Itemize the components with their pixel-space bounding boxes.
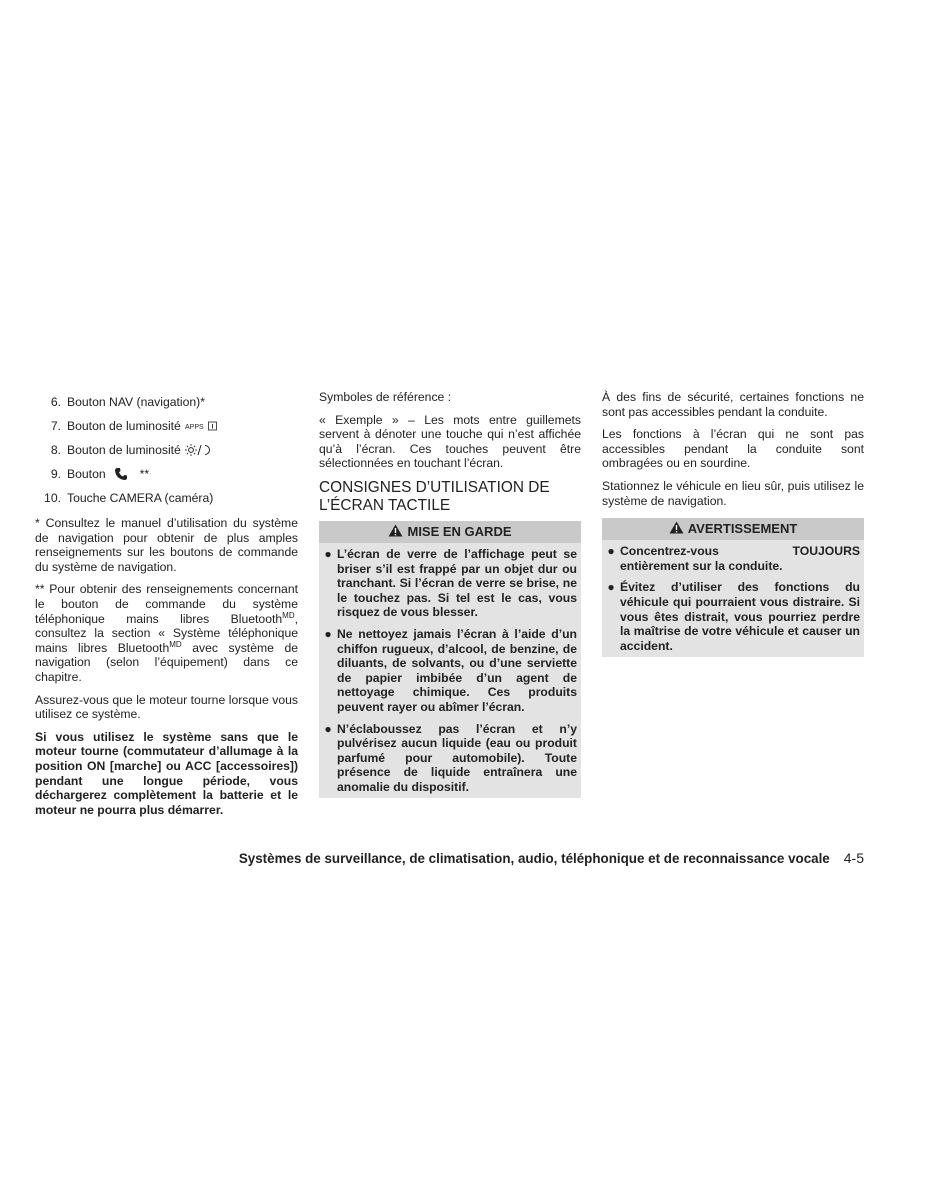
footnote-bluetooth <box>35 582 298 684</box>
page-number: 4-5 <box>843 850 864 866</box>
footnote-text: avec système de navigation (selon l’équipement) dans ce chapitre. <box>35 640 298 684</box>
list-item <box>35 390 298 414</box>
section-heading <box>319 479 581 515</box>
item-text: Touche CAMERA (caméra) <box>67 490 214 505</box>
heading-line: L’ÉCRAN TACTILE <box>319 496 451 514</box>
item-number: 7. <box>50 418 61 433</box>
item-text: Bouton <box>67 466 106 481</box>
svg-text:APPS: APPS <box>184 424 204 431</box>
list-item <box>319 722 577 795</box>
item-number: 8. <box>50 442 61 457</box>
list-item <box>602 580 860 653</box>
paragraph: Assurez-vous que le moteur tourne lorsque vous utilisez ce système. <box>35 692 298 722</box>
warning-triangle-icon <box>669 521 684 538</box>
warning-triangle-icon <box>388 524 403 541</box>
list-item <box>319 547 577 620</box>
superscript: MD <box>282 610 295 620</box>
caution-box-header <box>319 521 581 543</box>
list-item <box>602 544 860 573</box>
superscript: MD <box>169 639 182 649</box>
sun-moon-icon <box>185 443 211 457</box>
paragraph: À des fins de sécurité, certaines fonctions ne sont pas accessibles pendant la conduite. <box>602 390 864 419</box>
warning-box-header <box>602 518 864 540</box>
bullet-text: Évitez d’utiliser des fonctions du véhicule qui pourraient vous distraire. Si vous êtes distrait, vous pourriez perdre la maîtrise de votre véhicule et causer un accident. <box>620 580 860 653</box>
heading-line: CONSIGNES D’UTILISATION DE <box>319 478 550 496</box>
middle-column <box>319 390 581 798</box>
right-column <box>602 390 864 657</box>
footnote-navigation: * Consultez le manuel d’utilisation du système de navigation pour obtenir de plus amples renseignements sur les boutons de commande du système de navigation. <box>35 516 298 574</box>
paragraph: « Exemple » – Les mots entre guillemets servent à dénoter une touche qui n’est affichée qu’à l’écran. Ces touches peuvent être sélectionnées en touchant l’écran. <box>319 412 581 471</box>
bullet-icon: ● <box>324 546 332 561</box>
caution-box-title: MISE EN GARDE <box>407 523 512 539</box>
caution-box <box>319 521 581 799</box>
list-item <box>35 462 298 486</box>
paragraph: Stationnez le véhicule en lieu sûr, puis utilisez le système de navigation. <box>602 478 864 508</box>
footnote-text: , consultez la section « Système téléphonique mains libres Bluetooth <box>35 611 298 655</box>
footer-section-title: Systèmes de surveillance, de climatisation, audio, téléphonique et de reconnaissance vocale <box>238 851 830 866</box>
warning-box-title: AVERTISSEMENT <box>687 520 798 536</box>
bullet-icon: ● <box>607 544 615 559</box>
footnote-text: ** Pour obtenir des renseignements concernant le bouton de commande du système téléphonique mains libres Bluetooth <box>35 582 298 626</box>
paragraph: Symboles de référence : <box>319 390 452 404</box>
bullet-icon: ● <box>607 580 615 595</box>
bullet-text: L’écran de verre de l’affichage peut se briser s’il est frappé par un objet dur ou tranchant. Si l’écran de verre se brise, ne le touchez pas. Si tel est le cas, vous risquez de vous blesser. <box>337 546 577 620</box>
item-number: 9. <box>50 466 61 481</box>
item-text: Bouton de luminosité <box>67 442 181 457</box>
item-text: Bouton de luminosité <box>67 418 181 433</box>
paragraph: Les fonctions à l’écran qui ne sont pas accessibles pendant la conduite sont ombragées ou en sourdine. <box>602 427 864 471</box>
left-column <box>35 390 298 825</box>
bullet-text: N’éclaboussez pas l’écran et n’y pulvérisez aucun liquide (eau ou produit parfumé pour automobile). Toute présence de liquide entraînera une anomalie du dispositif. <box>337 721 577 794</box>
list-item <box>35 486 298 510</box>
bullet-text: Concentrez-vous TOUJOURS entièrement sur la conduite. <box>620 544 860 573</box>
item-number: 10. <box>44 490 61 505</box>
bold-paragraph: Si vous utilisez le système sans que le moteur tourne (commutateur d’allumage à la position ON [marche] ou ACC [accessoires]) pendant une longue période, vous déchargerez complètement la batterie et le moteur ne pourra plus démarrer. <box>35 729 298 817</box>
item-suffix: ** <box>139 466 150 481</box>
phone-icon <box>114 467 128 481</box>
item-text: Bouton NAV (navigation)* <box>67 394 205 409</box>
bullet-text: Ne nettoyez jamais l’écran à l’aide d’un chiffon rugueux, d’alcool, de benzine, de diluants, de solvants, ou d’une serviette de papier imbibée d’un agent de nettoyage chimique. Ces produits peuvent rayer ou abîmer l’écran. <box>337 626 577 714</box>
item-number: 6. <box>50 394 61 409</box>
list-item <box>35 414 298 438</box>
list-item <box>35 438 298 462</box>
bullet-icon: ● <box>324 721 332 736</box>
warning-box <box>602 518 864 657</box>
list-item <box>319 627 577 715</box>
apps-icon <box>185 421 221 431</box>
bullet-icon: ● <box>324 626 332 641</box>
page-footer <box>0 850 864 866</box>
